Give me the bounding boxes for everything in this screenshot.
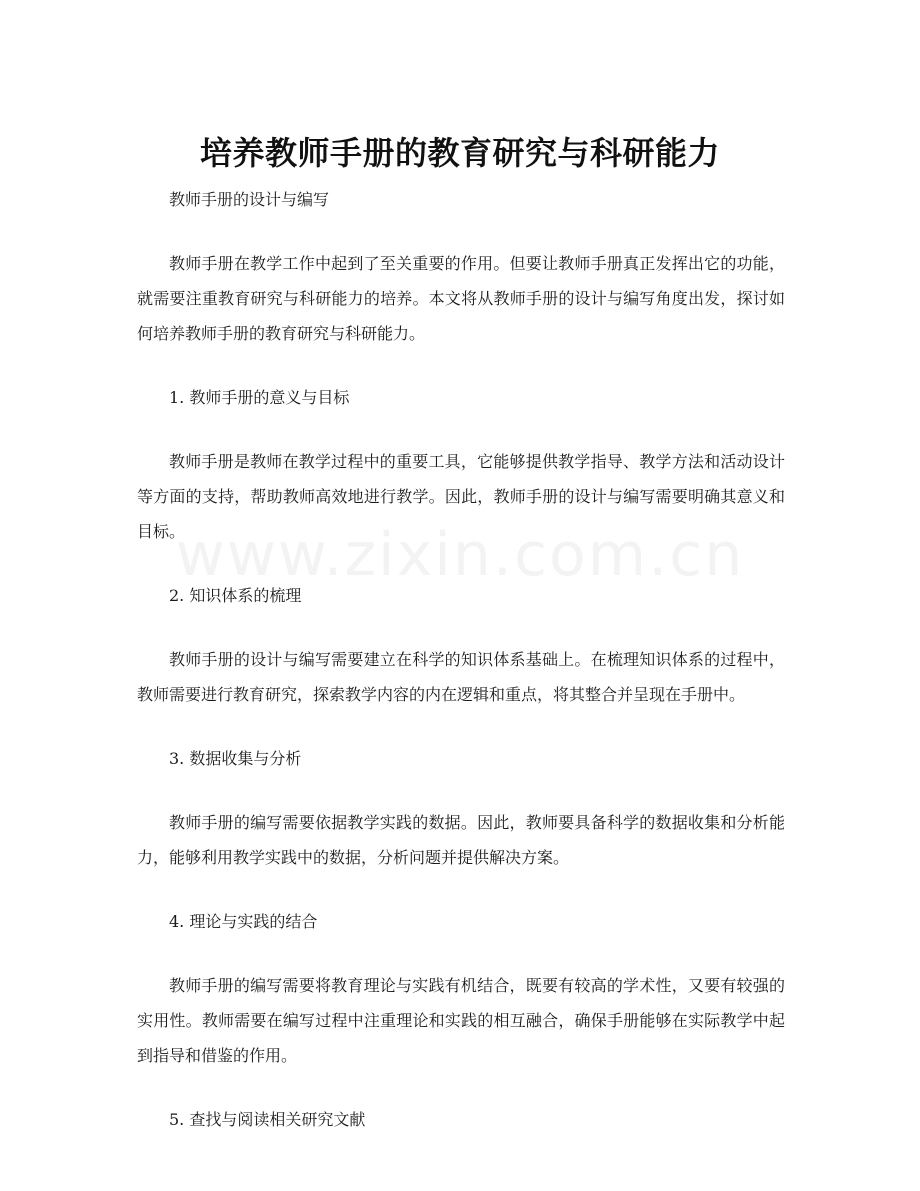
paragraph: 教师手册在教学工作中起到了至关重要的作用。但要让教师手册真正发挥出它的功能，就需要注重教育研究与科研能力的培养。本文将从教师手册的设计与编写角度出发，探讨如何培养教师手册的教育研究与科研能力。 [137,254,785,343]
document-title: 培养教师手册的教育研究与科研能力 [199,134,720,173]
section-heading: 1. 教师手册的意义与目标 [169,388,350,407]
section-heading: 2. 知识体系的梳理 [169,586,302,605]
section-heading: 3. 数据收集与分析 [169,749,302,768]
watermark: www.zixin.com.cn [175,520,745,590]
document-body [137,184,785,1166]
section-heading: 教师手册的设计与编写 [169,190,330,209]
section-heading: 5. 查找与阅读相关研究文献 [169,1110,366,1129]
paragraph: 教师手册是教师在教学过程中的重要工具，它能够提供教学指导、教学方法和活动设计等方面的支持，帮助教师高效地进行教学。因此，教师手册的设计与编写需要明确其意义和目标。 [137,452,785,541]
paragraph: 教师手册的设计与编写需要建立在科学的知识体系基础上。在梳理知识体系的过程中，教师需要进行教育研究，探索教学内容的内在逻辑和重点，将其整合并呈现在手册中。 [137,650,785,704]
section-heading: 4. 理论与实践的结合 [169,912,318,931]
paragraph: 教师手册的编写需要依据教学实践的数据。因此，教师要具备科学的数据收集和分析能力，能够利用教学实践中的数据，分析问题并提供解决方案。 [137,813,785,867]
paragraph: 教师手册的编写需要将教育理论与实践有机结合，既要有较高的学术性，又要有较强的实用性。教师需要在编写过程中注重理论和实践的相互融合，确保手册能够在实际教学中起到指导和借鉴的作用。 [137,976,785,1065]
